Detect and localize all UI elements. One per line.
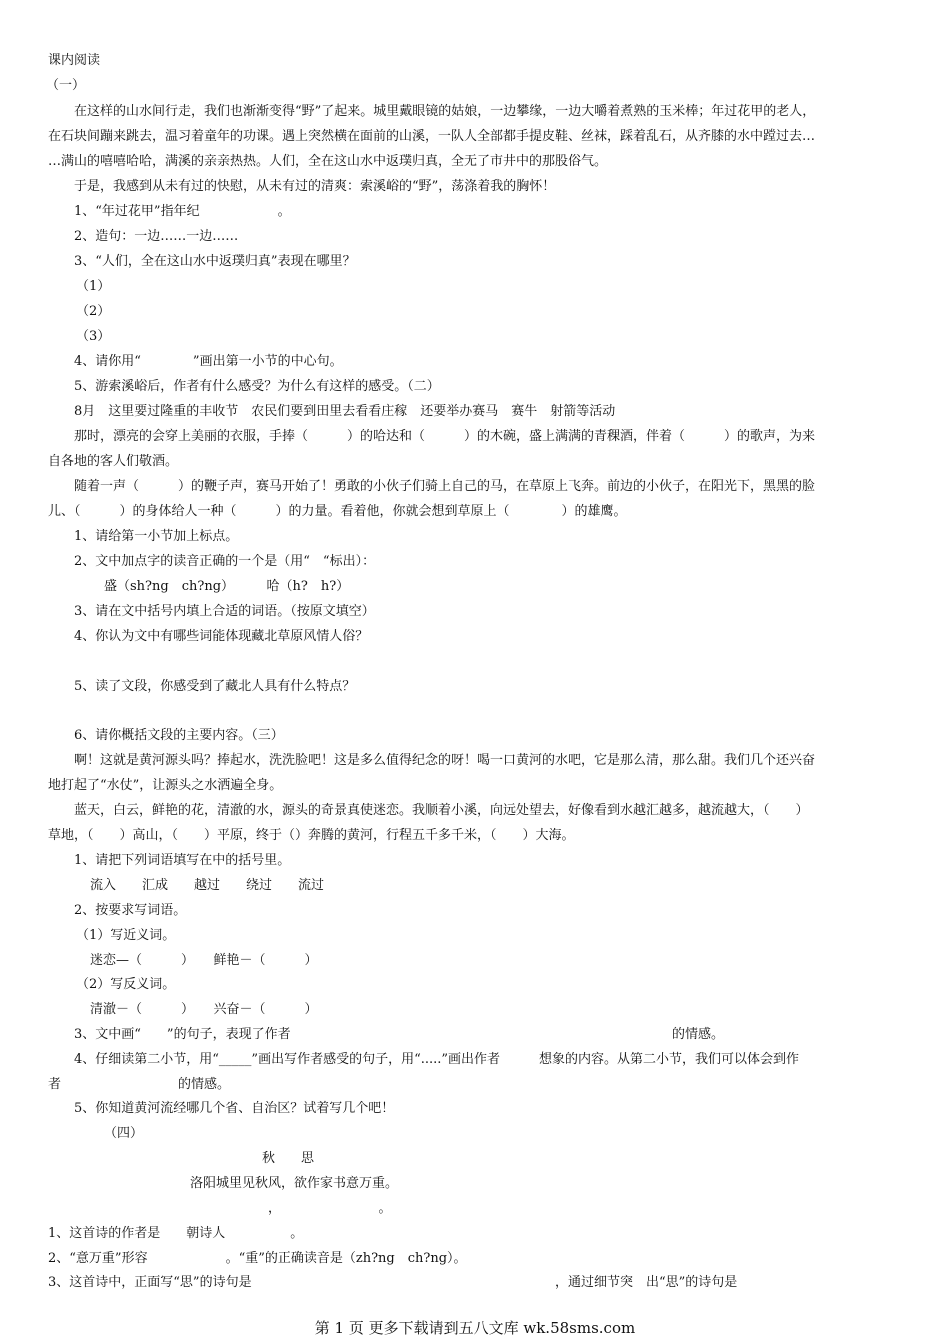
part-three-question-4-cont: 者 的情感。	[48, 1077, 231, 1092]
part-one-paragraph-line: 在石块间蹦来跳去，温习着童年的功课。遇上突然横在面前的山溪，一队人全部都手提皮鞋、丝袜，踩着乱石，从齐膝的水中蹚过去…	[48, 129, 816, 144]
part-two-question-5: 5、读了文段，你感受到了藏北人具有什么特点？	[74, 679, 356, 694]
part-three-paragraph-line: 蓝天，白云，鲜艳的花，清澈的水，源头的奇景真使迷恋。我顺着小溪，向远处望去，好像看到水越汇越多，越流越大，（ ）	[74, 803, 809, 818]
part-two-question-2: 2、文中加点字的读音正确的一个是（用“ “标出）：	[74, 554, 376, 569]
part-two-paragraph-line: 自各地的客人们敬酒。	[48, 454, 179, 469]
word-bank: 流入 汇成 越过 绕过 流过	[90, 878, 325, 893]
part-four-question-1: 1、这首诗的作者是 朝诗人 。	[48, 1226, 304, 1241]
part-one-question-5: 5、游索溪峪后，作者有什么感受？为什么有这样的感受。（二）	[74, 379, 440, 394]
part-three-question-4: 4、仔细读第二小节，用“_____”画出写作者感受的句子，用“.....”画出作者 想象的内容。从第二小节，我们可以体会到作	[74, 1052, 800, 1067]
answer-item-3: （3）	[76, 329, 111, 344]
part-four-question-3: 3、这首诗中，正面写“思”的诗句是	[48, 1275, 252, 1290]
antonym-items: 清澈－（ ） 兴奋－（ ）	[90, 1002, 318, 1017]
part-one-label: （一）	[46, 78, 86, 93]
poem-line: 洛阳城里见秋风，欲作家书意万重。	[190, 1176, 399, 1191]
poem-line-blank: ， 。	[190, 1201, 392, 1216]
part-three-paragraph-line: 草地，（ ）高山，（ ）平原，终于（）奔腾的黄河，行程五千多千米，（ ）大海。	[48, 828, 575, 843]
part-four-label: （四）	[104, 1126, 144, 1141]
answer-item-2: （2）	[76, 304, 111, 319]
part-one-paragraph-line: …满山的嘻嘻哈哈，满溪的亲亲热热。人们，全在这山水中返璞归真，全无了市井中的那股俗气。	[48, 154, 608, 169]
answer-item-1: （1）	[76, 279, 111, 294]
synonym-items: 迷恋—（ ） 鲜艳－（ ）	[90, 953, 318, 968]
part-three-question-2: 2、按要求写词语。	[74, 903, 187, 918]
part-one-question-4: 4、请你用“ ”画出第一小节的中心句。	[74, 354, 343, 369]
part-one-question-1: 1、“年过花甲”指年纪 。	[74, 204, 291, 219]
pronunciation-options: 盛（sh?ng ch?ng） 哈（h? h?）	[104, 579, 350, 594]
part-two-line: 8月 这里要过隆重的丰收节 农民们要到田里去看看庄稼 还要举办赛马 赛牛 射箭等活动	[74, 404, 616, 419]
page-footer: 第 1 页 更多下载请到五八文库 wk.58sms.com	[314, 1319, 636, 1337]
poem-title: 秋 思	[262, 1151, 315, 1166]
antonym-label: （2）写反义词。	[76, 977, 176, 992]
part-one-question-3: 3、“人们，全在这山水中返璞归真”表现在哪里？	[74, 254, 356, 269]
part-two-question-3: 3、请在文中括号内填上合适的词语。（按原文填空）	[74, 604, 375, 619]
part-three-question-3-end: 的情感。	[672, 1027, 725, 1042]
part-three-paragraph-line: 地打起了“水仗”，让源头之水洒遍全身。	[48, 778, 283, 793]
section-title: 课内阅读	[48, 53, 101, 68]
part-two-paragraph-line: 随着一声（ ）的鞭子声，赛马开始了！勇敢的小伙子们骑上自己的马，在草原上飞奔。前边的小伙子，在阳光下，黑黑的脸	[74, 479, 816, 494]
part-one-paragraph-line: 在这样的山水间行走，我们也渐渐变得“野”了起来。城里戴眼镜的姑娘，一边攀缘，一边大嚼着煮熟的玉米棒；年过花甲的老人，	[74, 104, 816, 119]
part-three-question-1: 1、请把下列词语填写在中的括号里。	[74, 853, 291, 868]
part-two-paragraph-line: 那时，漂亮的会穿上美丽的衣服，手捧（ ）的哈达和（ ）的木碗，盛上满满的青稞酒，伴着（ ）的歌声，为来	[74, 429, 816, 444]
part-two-paragraph-line: 儿、（ ）的身体给人一种（ ）的力量。看着他，你就会想到草原上（ ）的雄鹰。	[48, 504, 627, 519]
synonym-label: （1）写近义词。	[76, 928, 176, 943]
part-one-paragraph: 于是，我感到从未有过的快慰，从未有过的清爽：索溪峪的“野”，荡涤着我的胸怀！	[74, 179, 556, 194]
part-three-question-3: 3、文中画“ ”的句子，表现了作者	[74, 1027, 291, 1042]
part-one-question-2: 2、造句：一边……一边……	[74, 229, 239, 244]
part-two-question-1: 1、请给第一小节加上标点。	[74, 529, 239, 544]
part-three-paragraph-line: 啊！这就是黄河源头吗？捧起水，洗洗脸吧！这是多么值得纪念的呀！喝一口黄河的水吧，它是那么清，那么甜。我们几个还兴奋	[74, 753, 816, 768]
part-four-question-2: 2、“意万重”形容 。“重”的正确读音是（zh?ng ch?ng）。	[48, 1251, 467, 1266]
part-two-question-6: 6、请你概括文段的主要内容。（三）	[74, 728, 284, 743]
part-four-question-3-end: ，通过细节突 出“思”的诗句是	[555, 1275, 738, 1290]
part-three-question-5: 5、你知道黄河流经哪几个省、自治区？试着写几个吧！	[74, 1101, 395, 1116]
part-two-question-4: 4、你认为文中有哪些词能体现藏北草原风情人俗？	[74, 629, 369, 644]
